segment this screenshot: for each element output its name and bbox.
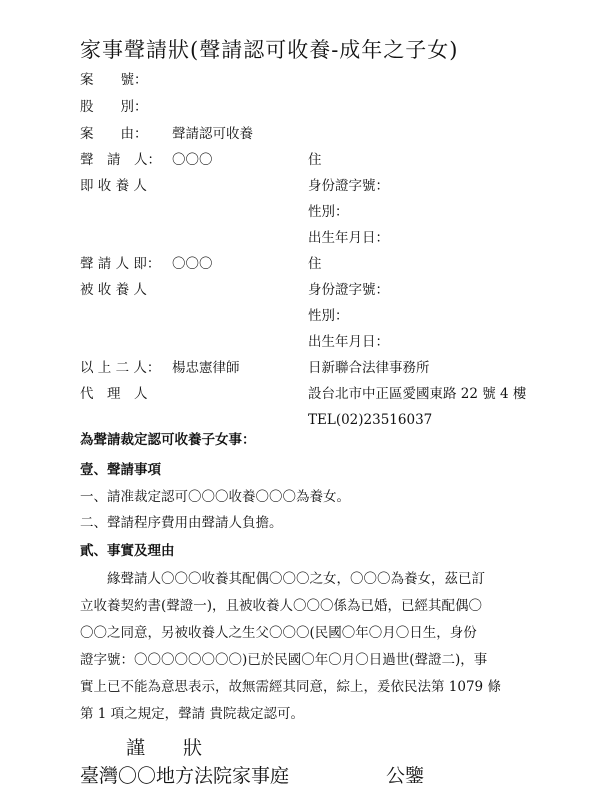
field-petitioner: [80, 150, 213, 170]
field-petitioner-2: [80, 254, 213, 274]
section2-line: 〇〇之同意，另被收養人之生父〇〇〇(民國〇年〇月〇日生，身份: [80, 625, 477, 641]
field-adoptee: [80, 280, 172, 300]
section2-heading: 貳、事實及理由: [80, 543, 175, 559]
adoptee-dob-label: 出生年月日：: [308, 334, 389, 350]
closing-review: 公鑒: [386, 765, 425, 787]
section2-line: 立收養契約書(聲證一)，且被收養人〇〇〇係為已婚，已經其配偶〇: [80, 598, 483, 614]
field-label: 聲 請 人 即：: [80, 256, 161, 272]
document-title: 家事聲請狀(聲請認可收養-成年之子女): [80, 38, 459, 62]
field-value: 聲請認可收養: [172, 126, 253, 142]
petition-intro: 為聲請裁定認可收養子女事：: [80, 432, 256, 448]
section2-line: 第 1 項之規定，聲請 貴院裁定認可。: [80, 706, 304, 722]
closing-court-name: 臺灣〇〇地方法院家事庭: [80, 765, 290, 787]
law-firm-phone: TEL(02)23516037: [308, 412, 433, 428]
law-firm-name: 日新聯合法律事務所: [308, 360, 430, 376]
field-label: 被 收 養 人: [80, 282, 147, 298]
field-both-parties: [80, 358, 240, 378]
field-case-number: [80, 70, 172, 90]
field-label: 聲 請 人：: [80, 152, 161, 168]
adopter-dob-label: 出生年月日：: [308, 230, 389, 246]
field-label: 以 上 二 人：: [80, 360, 161, 376]
field-value: 楊忠憲律師: [172, 360, 240, 376]
field-adopter: [80, 176, 172, 196]
section1-item: 二、聲請程序費用由聲請人負擔。: [80, 515, 283, 531]
petitioner-address-label: 住: [308, 152, 322, 168]
field-label: 代 理 人: [80, 386, 148, 402]
field-label: 即 收 養 人: [80, 178, 147, 194]
closing-respectfully: 謹 狀: [126, 737, 203, 759]
field-value: 〇〇〇: [172, 256, 213, 272]
field-division: [80, 97, 172, 117]
field-case-cause: [80, 124, 253, 144]
petitioner2-address-label: 住: [308, 256, 322, 272]
law-firm-address: 設台北市中正區愛國東路 22 號 4 樓: [308, 386, 527, 402]
adoptee-id-label: 身份證字號：: [308, 282, 389, 298]
field-label: 案 由：: [80, 126, 148, 142]
section1-item: 一、請准裁定認可〇〇〇收養〇〇〇為養女。: [80, 489, 350, 505]
section1-heading: 壹、聲請事項: [80, 462, 161, 478]
adopter-id-label: 身份證字號：: [308, 178, 389, 194]
field-value: 〇〇〇: [172, 152, 213, 168]
section2-line: 實上已不能為意思表示，故無需經其同意，綜上，爰依民法第 1079 條: [80, 679, 501, 695]
adopter-gender-label: 性別：: [308, 204, 349, 220]
field-agent: [80, 384, 172, 404]
section2-line: 緣聲請人〇〇〇收養其配偶〇〇〇之女，〇〇〇為養女，茲已訂: [80, 571, 485, 587]
section2-line: 證字號：〇〇〇〇〇〇〇〇)已於民國〇年〇月〇日過世(聲證二)，事: [80, 652, 488, 668]
field-label: 案 號：: [80, 72, 148, 88]
field-label: 股 別：: [80, 99, 148, 115]
adoptee-gender-label: 性別：: [308, 308, 349, 324]
